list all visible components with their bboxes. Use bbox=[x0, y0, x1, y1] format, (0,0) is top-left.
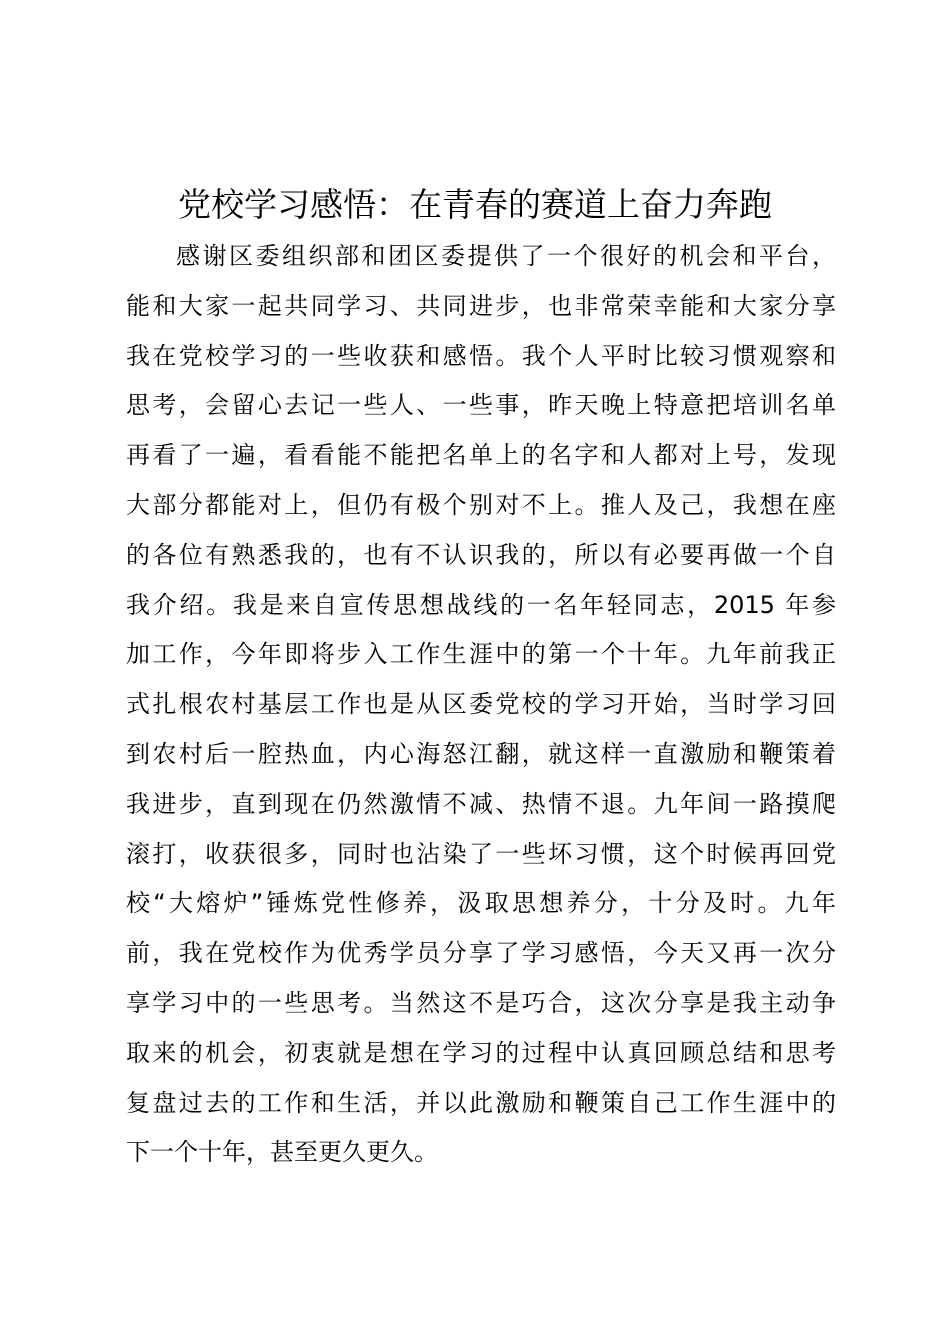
paragraph-line: 前，我在党校作为优秀学员分享了学习感悟，今天又再一次分 bbox=[126, 939, 836, 968]
paragraph-line: 滚打，收获很多，同时也沾染了一些坏习惯，这个时候再回党 bbox=[126, 839, 836, 868]
document-title: 党校学习感悟：在青春的赛道上奋力奔跑 bbox=[178, 185, 772, 224]
paragraph-line: 取来的机会，初衷就是想在学习的过程中认真回顾总结和思考 bbox=[126, 1038, 836, 1067]
document-body bbox=[126, 232, 836, 1178]
paragraph-line: 校“大熔炉”锤炼党性修养，汲取思想养分，十分及时。九年 bbox=[126, 889, 836, 918]
paragraph-line: 我进步，直到现在仍然激情不减、热情不退。九年间一路摸爬 bbox=[126, 789, 836, 818]
paragraph-line: 我介绍。我是来自宣传思想战线的一名年轻同志，2015 年参 bbox=[126, 590, 836, 619]
paragraph-line: 的各位有熟悉我的，也有不认识我的，所以有必要再做一个自 bbox=[126, 540, 836, 569]
paragraph-line: 复盘过去的工作和生活，并以此激励和鞭策自己工作生涯中的 bbox=[126, 1088, 836, 1117]
paragraph-line: 能和大家一起共同学习、共同进步，也非常荣幸能和大家分享 bbox=[126, 291, 836, 320]
paragraph-line: 享学习中的一些思考。当然这不是巧合，这次分享是我主动争 bbox=[126, 988, 836, 1017]
paragraph-line: 思考，会留心去记一些人、一些事，昨天晚上特意把培训名单 bbox=[126, 391, 836, 420]
paragraph-line: 大部分都能对上，但仍有极个别对不上。推人及己，我想在座 bbox=[126, 490, 836, 519]
paragraph-line: 我在党校学习的一些收获和感悟。我个人平时比较习惯观察和 bbox=[126, 341, 836, 370]
paragraph-line: 式扎根农村基层工作也是从区委党校的学习开始，当时学习回 bbox=[126, 690, 836, 719]
paragraph-line: 加工作，今年即将步入工作生涯中的第一个十年。九年前我正 bbox=[126, 640, 836, 669]
paragraph-line: 下一个十年，甚至更久更久。 bbox=[126, 1138, 438, 1167]
paragraph-line: 再看了一遍，看看能不能把名单上的名字和人都对上号，发现 bbox=[126, 441, 836, 470]
paragraph-line: 感谢区委组织部和团区委提供了一个很好的机会和平台， bbox=[176, 242, 836, 270]
paragraph-line: 到农村后一腔热血，内心海怒江翻，就这样一直激励和鞭策着 bbox=[126, 739, 836, 768]
